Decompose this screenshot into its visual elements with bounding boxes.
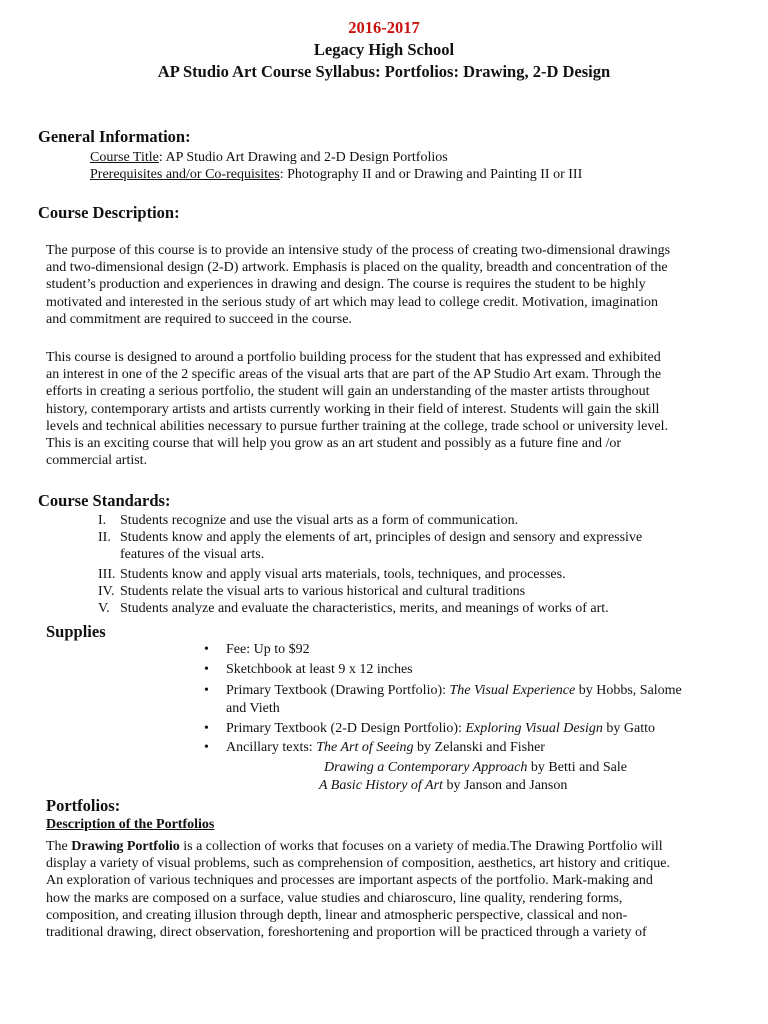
standard-text: features of the visual arts. xyxy=(120,547,265,562)
standard-number: III. xyxy=(98,567,116,582)
book-title: A Basic History of Art xyxy=(319,778,443,793)
paragraph-line: history, contemporary artists and artists currently working in their field of interest. Students will gain the skill xyxy=(46,401,660,417)
standard-text: Students recognize and use the visual arts as a form of communication. xyxy=(120,513,519,528)
book-title: The Visual Experience xyxy=(449,683,576,698)
bullet-icon: • xyxy=(204,662,209,677)
supplies-heading: Supplies xyxy=(46,622,106,641)
course-title-line xyxy=(90,150,448,166)
general-info-heading: General Information: xyxy=(38,127,191,146)
paragraph-line: and commitment are required to succeed in the course. xyxy=(46,311,352,327)
course-description-heading: Course Description: xyxy=(38,203,180,222)
paragraph-line: and two-dimensional design (2-D) artwork. Emphasis is placed on the quality, breadth and concentration of the xyxy=(46,260,668,276)
course-standards-heading: Course Standards: xyxy=(38,491,171,510)
standard-item xyxy=(98,567,566,583)
school-year: 2016-2017 xyxy=(348,18,420,37)
standard-number: I. xyxy=(98,513,107,528)
bullet-icon: • xyxy=(204,642,209,657)
drawing-portfolio-paragraph xyxy=(46,838,722,941)
standard-text: Students relate the visual arts to various historical and cultural traditions xyxy=(120,584,526,599)
standard-number: V. xyxy=(98,601,110,616)
paragraph-line: levels and technical abilities necessary to pursue further training at the college, trade school or university level. xyxy=(46,418,669,434)
bullet-icon: • xyxy=(204,740,209,755)
supply-item-fee: • Fee: Up to $92 xyxy=(204,642,310,657)
paragraph-line: how the marks are composed on a surface, value studies and chiaroscuro, line quality, rendering forms, xyxy=(46,890,623,906)
school-name: Legacy High School xyxy=(313,40,455,59)
supply-item-design-textbook: • Primary Textbook (2-D Design Portfolio): Exploring Visual Design by Gatto xyxy=(204,721,655,736)
syllabus-title: AP Studio Art Course Syllabus: Portfolios: Drawing, 2-D Design xyxy=(157,62,611,81)
book-title: The Art of Seeing xyxy=(316,740,414,755)
standard-item-continuation xyxy=(98,547,264,563)
prereq-line xyxy=(90,167,582,183)
paragraph-line: The Drawing Portfolio is a collection of works that focuses on a variety of media.The Drawing Portfolio will xyxy=(46,839,663,854)
prereq-value: : Photography II and or Drawing and Painting II or III xyxy=(279,167,583,182)
standard-text: Students know and apply the elements of art, principles of design and sensory and expressive xyxy=(120,530,643,545)
course-title-label: Course Title xyxy=(90,150,159,165)
supply-item-sketchbook: • Sketchbook at least 9 x 12 inches xyxy=(204,662,413,677)
paragraph-line: commercial artist. xyxy=(46,453,148,469)
paragraph-line: an interest in one of the 2 specific areas of the visual arts that are part of the AP Studio Art exam. Through the xyxy=(46,367,662,383)
standard-text: Students know and apply visual arts materials, tools, techniques, and processes. xyxy=(120,567,566,582)
paragraph-line: display a variety of visual problems, such as comprehension of composition, aesthetics, art history and critique. xyxy=(46,856,671,872)
paragraph-line: This is an exciting course that will help you grow as an art student and possibly as a future fine and /or xyxy=(46,436,622,452)
course-description-paragraph-2 xyxy=(46,349,722,469)
portfolios-heading: Portfolios: xyxy=(46,796,121,815)
paragraph-line: motivated and interested in the serious study of art which may lead to college credit. Motivation, imagination xyxy=(46,294,658,310)
standard-item xyxy=(98,513,518,529)
paragraph-line: composition, and creating illusion through depth, linear and atmospheric perspective, classical and non- xyxy=(46,907,628,923)
supply-item-drawing-textbook-cont: and Vieth xyxy=(226,701,280,716)
ancillary-text-2: Drawing a Contemporary Approach by Betti and Sale xyxy=(324,760,627,775)
supply-item-drawing-textbook: • Primary Textbook (Drawing Portfolio): The Visual Experience by Hobbs, Salome xyxy=(204,683,682,698)
portfolios-subheading: Description of the Portfolios xyxy=(46,817,215,832)
paragraph-line: This course is designed to around a portfolio building process for the student that has expressed and exhibited xyxy=(46,350,661,365)
book-title: Exploring Visual Design xyxy=(465,721,603,736)
bullet-icon: • xyxy=(204,721,209,736)
standard-number: IV. xyxy=(98,584,115,599)
standard-text: Students analyze and evaluate the characteristics, merits, and meanings of works of art. xyxy=(120,601,609,616)
paragraph-line: traditional drawing, direct observation, foreshortening and proportion will be practiced through a variety of xyxy=(46,925,647,941)
standard-number: II. xyxy=(98,530,111,545)
ancillary-text-3: A Basic History of Art by Janson and Janson xyxy=(319,778,568,793)
supply-item-ancillary-texts: • Ancillary texts: The Art of Seeing by Zelanski and Fisher xyxy=(204,740,545,755)
paragraph-line: efforts in creating a serious portfolio, the student will gain an understanding of the master artists throughout xyxy=(46,384,650,400)
drawing-portfolio-term: Drawing Portfolio xyxy=(71,839,180,854)
bullet-icon: • xyxy=(204,683,209,698)
standard-item xyxy=(98,530,642,546)
prereq-label: Prerequisites and/or Co-requisites xyxy=(90,167,280,182)
paragraph-line: student’s production and experiences in drawing and design. The course is requires the student to be highly xyxy=(46,277,646,293)
course-description-paragraph-1 xyxy=(46,242,722,328)
paragraph-line: An exploration of various techniques and processes are important aspects of the portfolio. Mark-making and xyxy=(46,873,653,889)
paragraph-line: The purpose of this course is to provide an intensive study of the process of creating two-dimensional drawings xyxy=(46,243,671,258)
course-title-value: : AP Studio Art Drawing and 2-D Design Portfolios xyxy=(158,150,448,165)
book-title: Drawing a Contemporary Approach xyxy=(324,760,528,775)
standard-item xyxy=(98,584,525,600)
standard-item xyxy=(98,601,609,617)
